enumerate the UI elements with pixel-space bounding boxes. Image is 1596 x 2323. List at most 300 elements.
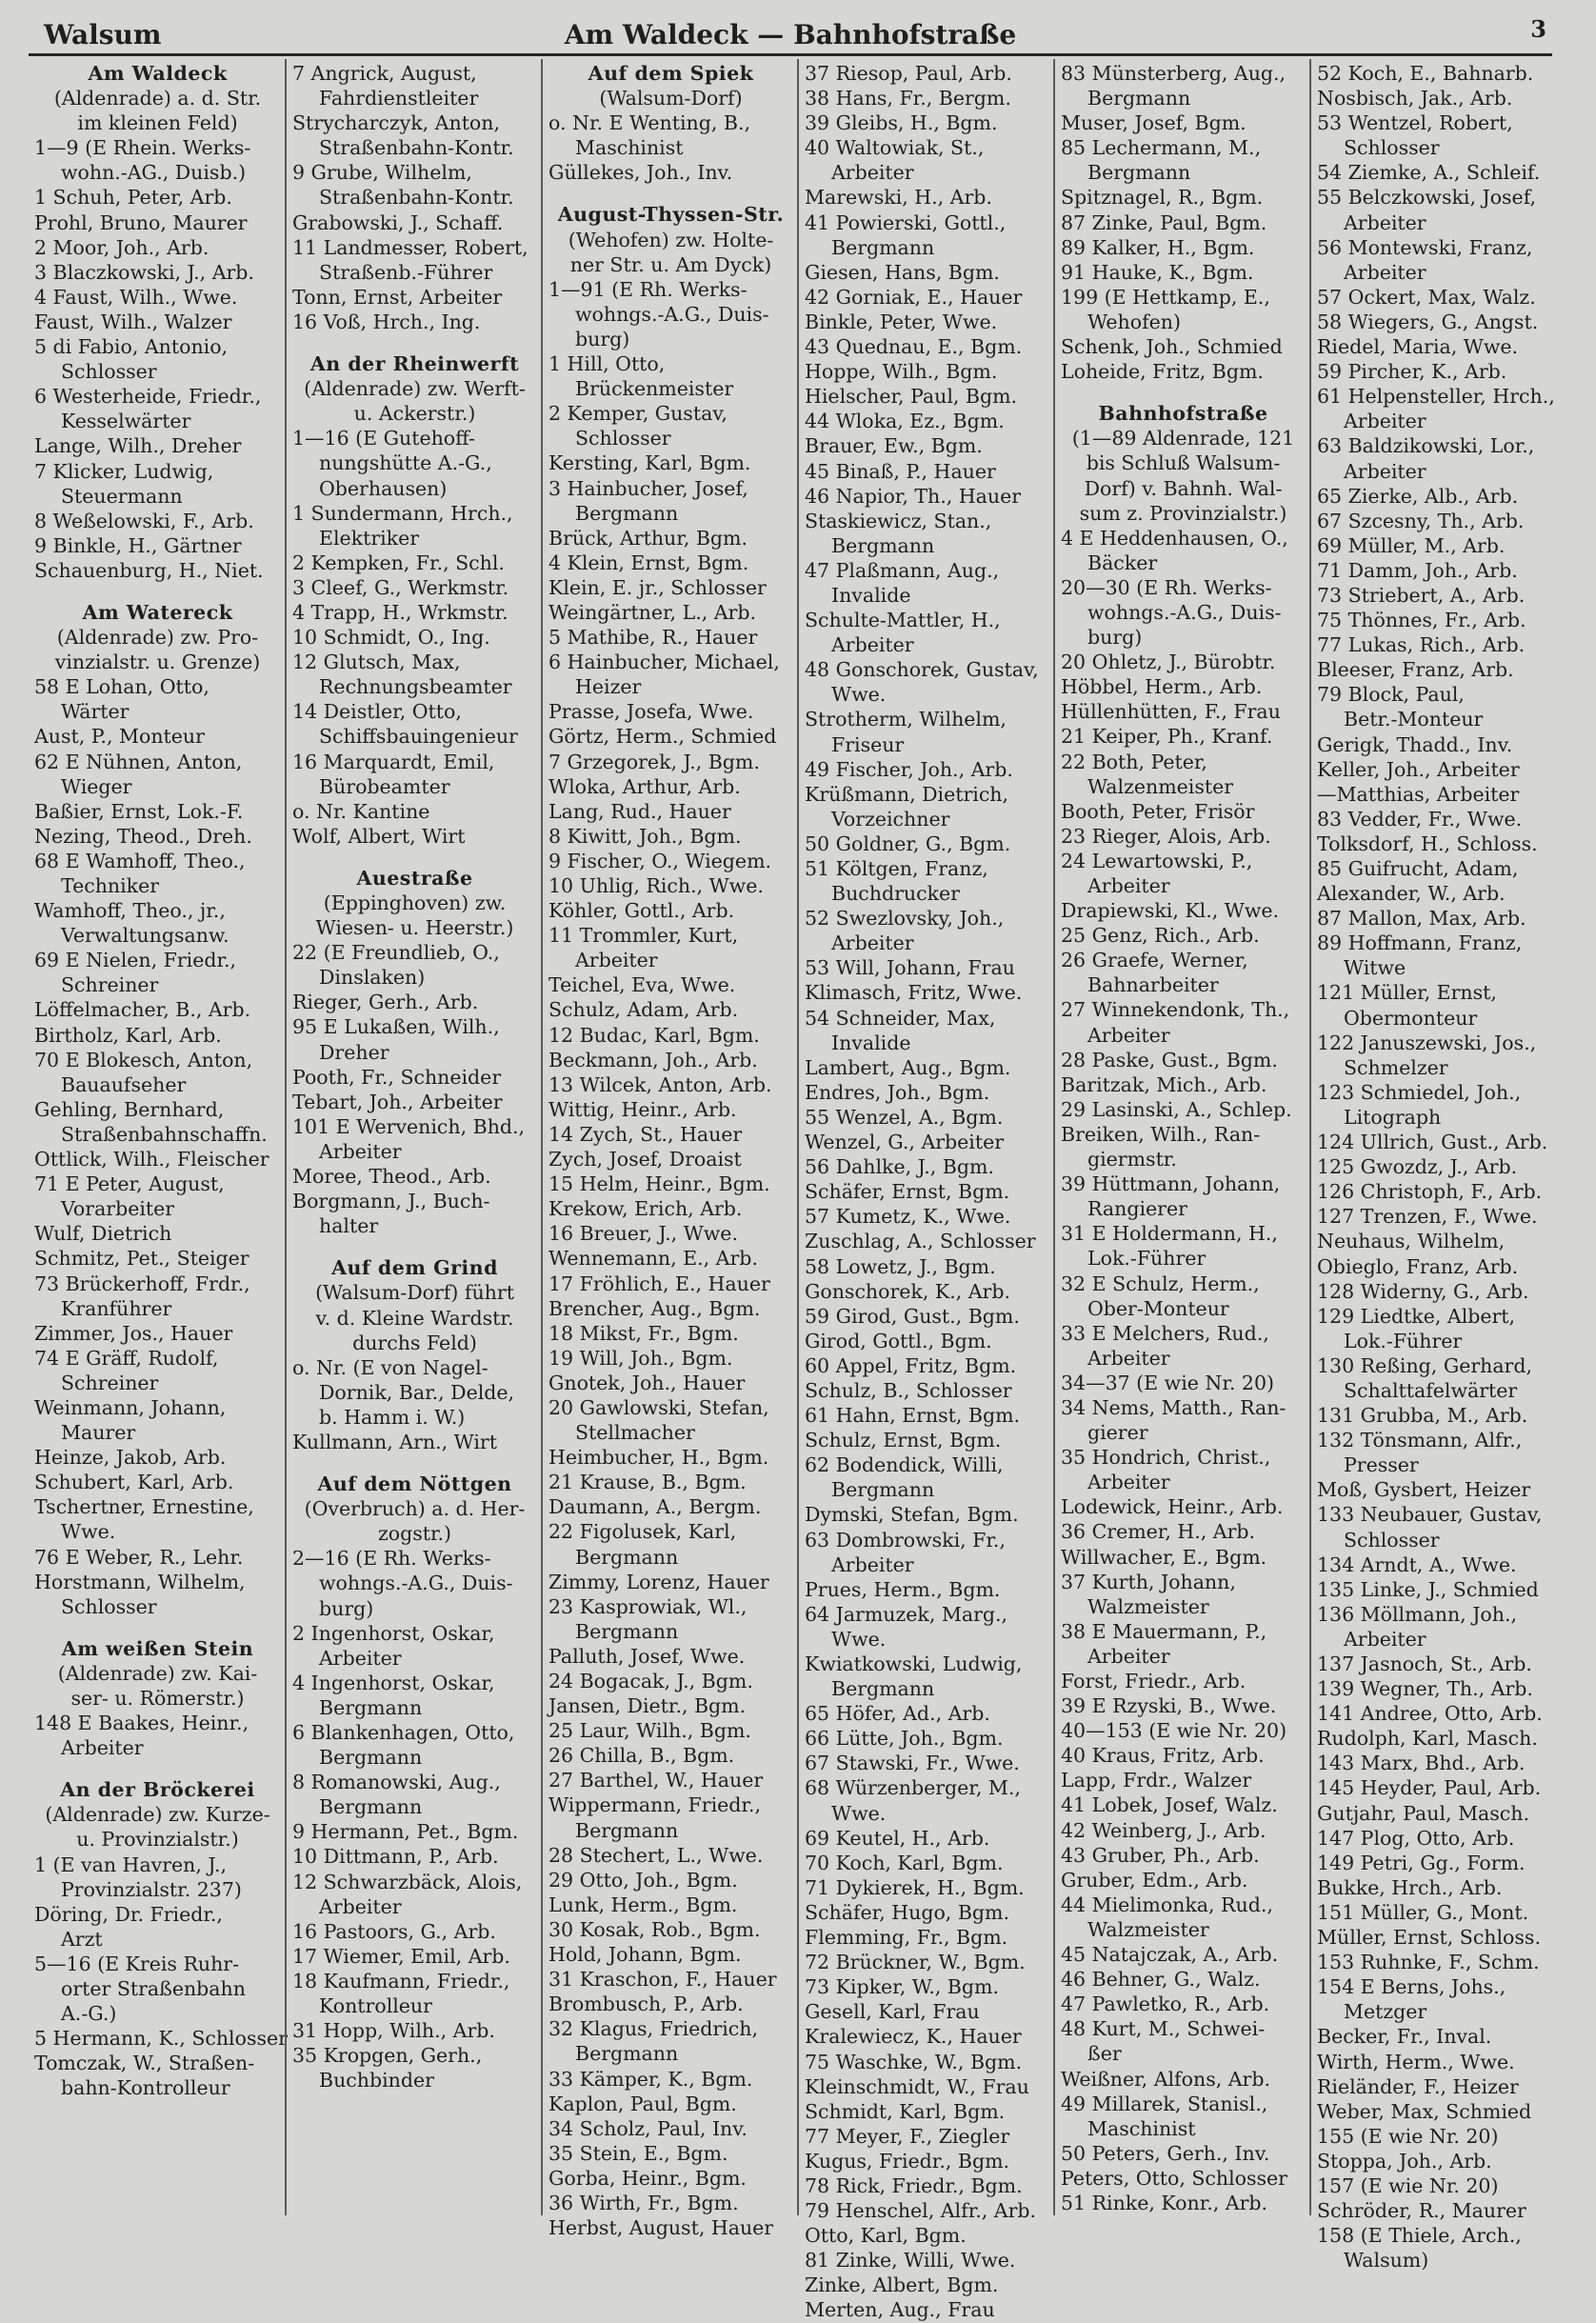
resident-entry: Prasse, Josefa, Wwe.	[549, 700, 754, 724]
page-number: 3	[1530, 15, 1546, 43]
resident-entry: Borgmann, J., Buch-	[292, 1190, 490, 1213]
resident-entry: 22 Figolusek, Karl,	[549, 1520, 737, 1544]
resident-entry: 16 Breuer, J., Wwe.	[549, 1222, 738, 1246]
resident-entry: Merten, Aug., Frau	[805, 2298, 995, 2322]
resident-entry: 126 Christoph, F., Arb.	[1317, 1180, 1543, 1204]
resident-entry: 42 Gorniak, E., Hauer	[805, 285, 1023, 309]
resident-entry: Hold, Johann, Bgm.	[549, 1943, 742, 1967]
resident-entry: Lodewick, Heinr., Arb.	[1061, 1495, 1284, 1519]
entry-continuation: A.-G.)	[61, 2002, 117, 2026]
resident-entry: 36 Cremer, H., Arb.	[1061, 1520, 1256, 1544]
street-heading: An der Rheinwerft	[309, 352, 520, 376]
resident-entry: Weingärtner, L., Arb.	[549, 600, 756, 624]
resident-entry: Prues, Herm., Bgm.	[805, 1577, 1001, 1601]
resident-entry: 1 (E van Havren, J.,	[34, 1852, 228, 1876]
resident-entry: Peters, Otto, Schlosser	[1061, 2166, 1287, 2190]
resident-entry: 58 Lowetz, J., Bgm.	[805, 1254, 996, 1278]
resident-entry: 40 Kraus, Fritz, Arb.	[1061, 1744, 1265, 1768]
entry-continuation: Bürobeamter	[319, 774, 450, 798]
resident-entry: Prohl, Bruno, Maurer	[34, 210, 248, 234]
resident-entry: Faust, Wilh., Walzer	[34, 310, 232, 333]
resident-entry: Brombusch, P., Arb.	[549, 1993, 744, 2016]
entry-continuation: Walzmeister	[1087, 1594, 1209, 1618]
entry-continuation: Invalide	[831, 1031, 911, 1054]
resident-entry: 33 Kämper, K., Bgm.	[549, 2067, 753, 2091]
resident-entry: Gehling, Bernhard,	[34, 1097, 225, 1121]
street-heading: Auf dem Grind	[331, 1256, 498, 1280]
entry-continuation: Litograph	[1344, 1105, 1442, 1129]
street-description: (Walsum-Dorf) führt	[315, 1281, 514, 1305]
resident-entry: 39 Hüttmann, Johann,	[1061, 1172, 1281, 1196]
entry-continuation: Bäcker	[1087, 551, 1158, 574]
resident-entry: Zuschlag, A., Schlosser	[805, 1230, 1036, 1253]
resident-entry: 147 Plog, Otto, Arb.	[1317, 1826, 1515, 1850]
resident-entry: 46 Napior, Th., Hauer	[805, 484, 1022, 508]
resident-entry: Marewski, H., Arb.	[805, 186, 992, 210]
entry-continuation: Obermonteur	[1344, 1006, 1478, 1030]
resident-entry: Binkle, Peter, Wwe.	[805, 310, 998, 333]
resident-entry: Brencher, Aug., Bgm.	[549, 1296, 761, 1320]
resident-entry: Drapiewski, Kl., Wwe.	[1061, 899, 1280, 923]
resident-entry: Wolf, Albert, Wirt	[292, 824, 466, 848]
resident-entry: 18 Kaufmann, Friedr.,	[292, 1969, 510, 1993]
resident-entry: Schulte-Mattler, H.,	[805, 609, 1001, 632]
entry-continuation: Wieger	[61, 774, 132, 798]
resident-entry: 46 Behner, G., Walz.	[1061, 1968, 1261, 1992]
entry-continuation: Straßenbahn-Kontr.	[319, 136, 514, 160]
street-heading: August-Thyssen-Str.	[557, 203, 785, 227]
entry-continuation: wohngs.-A.G., Duis-	[319, 1572, 513, 1595]
resident-entry: 7 Klicker, Ludwig,	[34, 459, 214, 483]
entry-continuation: Bergmann	[575, 1619, 679, 1643]
entry-continuation: Verwaltungsanw.	[61, 924, 229, 948]
entry-continuation: Schreiner	[61, 1371, 159, 1394]
resident-entry: Teichel, Eva, Wwe.	[549, 973, 736, 997]
resident-entry: Loheide, Fritz, Bgm.	[1061, 360, 1264, 384]
resident-entry: Hüllenhütten, F., Frau	[1061, 700, 1281, 724]
entry-continuation: Lok.-Führer	[1087, 1247, 1207, 1271]
resident-entry: Brück, Arthur, Bgm.	[549, 526, 748, 550]
resident-entry: 43 Quednau, E., Bgm.	[805, 335, 1023, 359]
resident-entry: 16 Voß, Hrch., Ing.	[292, 310, 481, 333]
resident-entry: 148 E Baakes, Heinr.,	[34, 1712, 249, 1735]
resident-entry: 28 Stechert, L., Wwe.	[549, 1843, 764, 1867]
entry-continuation: Bergmann	[575, 1818, 679, 1842]
resident-entry: Wirth, Herm., Wwe.	[1317, 2050, 1515, 2073]
resident-entry: Gutjahr, Paul, Masch.	[1317, 1801, 1529, 1825]
entry-continuation: Elektriker	[319, 526, 420, 550]
resident-entry: 4 Klein, Ernst, Bgm.	[549, 551, 749, 574]
resident-entry: 154 E Berns, Johs.,	[1317, 1975, 1506, 1999]
resident-entry: 9 Binkle, H., Gärtner	[34, 533, 242, 557]
resident-entry: 3 Cleef, G., Werkmstr.	[292, 575, 509, 599]
resident-entry: 20 Gawlowski, Stefan,	[549, 1395, 769, 1419]
street-heading: Auf dem Spiek	[588, 62, 754, 85]
street-description: bis Schluß Walsum-	[1086, 451, 1281, 475]
resident-entry: 17 Wiemer, Emil, Arb.	[292, 1944, 510, 1968]
resident-entry: o. Nr. (E von Nagel-	[292, 1355, 489, 1379]
resident-entry: Muser, Josef, Bgm.	[1061, 111, 1247, 135]
resident-entry: —Matthias, Arbeiter	[1317, 782, 1520, 806]
resident-entry: 132 Tönsmann, Alfr.,	[1317, 1429, 1523, 1452]
resident-entry: 15 Helm, Heinr., Bgm.	[549, 1172, 770, 1196]
resident-entry: Gerigk, Thadd., Inv.	[1317, 732, 1513, 756]
resident-entry: Jansen, Dietr., Bgm.	[549, 1694, 747, 1718]
resident-entry: 10 Dittmann, P., Arb.	[292, 1845, 499, 1869]
street-description: (1—89 Aldenrade, 121	[1071, 427, 1295, 451]
resident-entry: Bukke, Hrch., Arb.	[1317, 1875, 1503, 1899]
resident-entry: Kaplon, Paul, Bgm.	[549, 2092, 737, 2115]
resident-entry: 61 Helpensteller, Hrch.,	[1317, 385, 1555, 409]
resident-entry: Lange, Wilh., Dreher	[34, 434, 242, 458]
resident-entry: Zimmer, Jos., Hauer	[34, 1321, 233, 1345]
resident-entry: 158 (E Thiele, Arch.,	[1317, 2224, 1522, 2248]
directory-column	[29, 59, 288, 2215]
resident-entry: 39 E Rzyski, B., Wwe.	[1061, 1694, 1277, 1718]
street-heading: Auf dem Nöttgen	[317, 1472, 512, 1496]
entry-continuation: Arbeiter	[1087, 1346, 1170, 1370]
resident-entry: 11 Trommler, Kurt,	[549, 924, 739, 948]
resident-entry: 56 Montewski, Franz,	[1317, 235, 1533, 259]
entry-continuation: Arbeiter	[831, 161, 914, 185]
resident-entry: 77 Meyer, F., Ziegler	[805, 2124, 1010, 2148]
entry-continuation: Lok.-Führer	[1344, 1329, 1463, 1352]
resident-entry: Becker, Fr., Inval.	[1317, 2025, 1492, 2049]
resident-entry: 70 Koch, Karl, Bgm.	[805, 1851, 1004, 1874]
resident-entry: Tebart, Joh., Arbeiter	[292, 1090, 503, 1113]
entry-continuation: Arbeiter	[1087, 874, 1170, 897]
entry-continuation: Dreher	[319, 1040, 389, 1064]
resident-entry: 199 (E Hettkamp, E.,	[1061, 285, 1270, 309]
resident-entry: 25 Laur, Wilh., Bgm.	[549, 1719, 751, 1743]
resident-entry: Schubert, Karl, Arb.	[34, 1471, 234, 1494]
resident-entry: 16 Pastoors, G., Arb.	[292, 1919, 496, 1943]
resident-entry: 6 Hainbucher, Michael,	[549, 651, 780, 674]
resident-entry: Booth, Peter, Frisör	[1061, 799, 1255, 823]
resident-entry: 45 Natajczak, A., Arb.	[1061, 1943, 1279, 1967]
resident-entry: 20—30 (E Rh. Werks-	[1061, 575, 1272, 599]
entry-continuation: Kesselwärter	[61, 410, 191, 433]
resident-entry: 12 Budac, Karl, Bgm.	[549, 1023, 760, 1047]
resident-entry: 4 Faust, Wilh., Wwe.	[34, 285, 238, 309]
resident-entry: 16 Marquardt, Emil,	[292, 750, 495, 773]
entry-continuation: Steuermann	[61, 484, 183, 508]
resident-entry: 52 Koch, E., Bahnarb.	[1317, 62, 1534, 85]
entry-continuation: Arbeiter	[1087, 1023, 1170, 1047]
resident-entry: 71 Damm, Joh., Arb.	[1317, 558, 1518, 582]
resident-entry: Rieger, Gerh., Arb.	[292, 991, 479, 1014]
resident-entry: 5—16 (E Kreis Ruhr-	[34, 1952, 240, 1975]
directory-column	[285, 59, 541, 2215]
resident-entry: 5 di Fabio, Antonio,	[34, 335, 229, 359]
resident-entry: 10 Schmidt, O., Ing.	[292, 626, 490, 650]
resident-entry: 73 Striebert, A., Arb.	[1317, 583, 1526, 607]
resident-entry: 48 Gonschorek, Gustav,	[805, 658, 1039, 682]
entry-continuation: Kontrolleur	[319, 1994, 432, 2018]
resident-entry: Forst, Friedr., Arb.	[1061, 1670, 1247, 1692]
entry-continuation: Schlosser	[1344, 1528, 1440, 1552]
entry-continuation: Heizer	[575, 675, 642, 699]
resident-entry: 53 Wentzel, Robert,	[1317, 111, 1513, 135]
entry-continuation: Stellmacher	[575, 1421, 695, 1445]
resident-entry: 74 E Gräff, Rudolf,	[34, 1346, 219, 1370]
entry-continuation: Bergmann	[831, 235, 935, 259]
resident-entry: 26 Graefe, Werner,	[1061, 949, 1248, 972]
resident-entry: 51 Költgen, Franz,	[805, 857, 988, 880]
entry-continuation: Techniker	[61, 874, 160, 897]
resident-entry: Gnotek, Joh., Hauer	[549, 1371, 746, 1394]
street-description: (Eppinghoven) zw.	[323, 891, 507, 914]
entry-continuation: Metzger	[1344, 2000, 1427, 2024]
resident-entry: Staskiewicz, Stan.,	[805, 509, 992, 532]
resident-entry: 20 Ohletz, J., Bürobtr.	[1061, 651, 1276, 674]
resident-entry: 73 Brückerhoff, Frdr.,	[34, 1272, 250, 1295]
resident-entry: Kersting, Karl, Bgm.	[549, 451, 751, 475]
resident-entry: Horstmann, Wilhelm,	[34, 1570, 246, 1593]
resident-entry: 69 Keutel, H., Arb.	[805, 1826, 990, 1850]
entry-continuation: Schlosser	[61, 1594, 157, 1618]
street-description: v. d. Kleine Wardstr.	[315, 1306, 514, 1330]
street-heading: Am weißen Stein	[61, 1636, 254, 1660]
resident-entry: Hoppe, Wilh., Bgm.	[805, 360, 998, 384]
resident-entry: 3 Hainbucher, Josef,	[549, 476, 748, 500]
resident-entry: 21 Keiper, Ph., Kranf.	[1061, 725, 1273, 749]
resident-entry: 8 Kiwitt, Joh., Bgm.	[549, 824, 742, 848]
resident-entry: 52 Swezlovsky, Joh.,	[805, 907, 1005, 931]
entry-continuation: burg)	[1087, 626, 1143, 650]
resident-entry: 2 Kempken, Fr., Schl.	[292, 551, 505, 574]
resident-entry: 2 Kemper, Gustav,	[549, 402, 728, 426]
resident-entry: Schulz, Ernst, Bgm.	[805, 1429, 1002, 1452]
street-description: (Aldenrade) zw. Pro-	[56, 626, 259, 650]
street-description: (Aldenrade) a. d. Str.	[53, 87, 262, 110]
street-description: (Aldenrade) zw. Kurze-	[45, 1803, 270, 1827]
resident-entry: 34—37 (E wie Nr. 20)	[1061, 1371, 1275, 1394]
resident-entry: Schäfer, Hugo, Bgm.	[805, 1900, 1009, 1924]
resident-entry: 55 Belczkowski, Josef,	[1317, 186, 1537, 210]
street-heading: Auestraße	[356, 866, 473, 890]
resident-entry: Wloka, Arthur, Arb.	[549, 774, 741, 798]
resident-entry: 43 Gruber, Ph., Arb.	[1061, 1843, 1260, 1867]
entry-continuation: Bergmann	[831, 533, 935, 557]
resident-entry: 133 Neubauer, Gustav,	[1317, 1503, 1543, 1527]
entry-continuation: Arbeiter	[1087, 1644, 1170, 1668]
resident-entry: Tschertner, Ernestine,	[34, 1495, 254, 1519]
resident-entry: 2 Ingenhorst, Oskar,	[292, 1621, 495, 1645]
resident-entry: 151 Müller, G., Mont.	[1317, 1900, 1529, 1924]
resident-entry: Schröder, R., Maurer	[1317, 2199, 1526, 2223]
resident-entry: 66 Lütte, Joh., Bgm.	[805, 1727, 1004, 1751]
resident-entry: 19 Will, Joh., Bgm.	[549, 1346, 733, 1370]
resident-entry: Wittig, Heinr., Arb.	[549, 1097, 737, 1121]
resident-entry: 23 Rieger, Alois, Arb.	[1061, 824, 1271, 848]
resident-entry: 91 Hauke, K., Bgm.	[1061, 260, 1254, 284]
entry-continuation: Arbeiter	[319, 1894, 402, 1918]
entry-continuation: burg)	[319, 1596, 374, 1620]
resident-entry: 8 Romanowski, Aug.,	[292, 1771, 501, 1794]
resident-entry: 141 Andree, Otto, Arb.	[1317, 1702, 1543, 1726]
street-description: sum z. Provinzialstr.)	[1079, 501, 1287, 525]
resident-entry: Brauer, Ew., Bgm.	[805, 434, 983, 458]
resident-entry: Keller, Joh., Arbeiter	[1317, 757, 1520, 781]
entry-continuation: Arbeiter	[1344, 1627, 1426, 1651]
resident-entry: 69 E Nielen, Friedr.,	[34, 949, 237, 972]
resident-entry: 83 Münsterberg, Aug.,	[1061, 62, 1287, 85]
resident-entry: 9 Grube, Wilhelm,	[292, 161, 472, 185]
resident-entry: Strycharczyk, Anton,	[292, 111, 500, 135]
resident-entry: 29 Otto, Joh., Bgm.	[549, 1868, 738, 1892]
resident-entry: Zimmy, Lorenz, Hauer	[549, 1570, 769, 1593]
resident-entry: 67 Stawski, Fr., Wwe.	[805, 1752, 1020, 1775]
resident-entry: Ottlick, Wilh., Fleischer	[34, 1148, 269, 1172]
resident-entry: 136 Möllmann, Joh.,	[1317, 1602, 1517, 1626]
resident-entry: 77 Lukas, Rich., Arb.	[1317, 633, 1526, 657]
entry-continuation: ßer	[1087, 2042, 1122, 2066]
page-header	[29, 17, 1552, 56]
resident-entry: Tonn, Ernst, Arbeiter	[292, 285, 503, 309]
resident-entry: 24 Bogacak, J., Bgm.	[549, 1670, 753, 1692]
resident-entry: Moree, Theod., Arb.	[292, 1165, 491, 1189]
resident-entry: 9 Hermann, Pet., Bgm.	[292, 1820, 519, 1844]
street-description: (Wehofen) zw. Holte-	[568, 228, 774, 251]
resident-entry: Willwacher, E., Bgm.	[1061, 1545, 1267, 1569]
resident-entry: Lunk, Herm., Bgm.	[549, 1892, 738, 1916]
resident-entry: 128 Widerny, G., Arb.	[1317, 1279, 1529, 1303]
entry-continuation: Wwe.	[61, 1520, 116, 1544]
town-name: Walsum	[44, 19, 162, 50]
entry-continuation: Bergmann	[319, 1795, 423, 1819]
resident-entry: Weinmann, Johann,	[34, 1395, 227, 1419]
entry-continuation: Schlosser	[575, 427, 671, 451]
resident-entry: Heimbucher, H., Bgm.	[549, 1446, 769, 1470]
resident-entry: 143 Marx, Bhd., Arb.	[1317, 1752, 1526, 1775]
resident-entry: 18 Mikst, Fr., Bgm.	[549, 1321, 739, 1345]
resident-entry: 155 (E wie Nr. 20)	[1317, 2124, 1499, 2148]
resident-entry: 30 Kosak, Rob., Bgm.	[549, 1917, 761, 1941]
resident-entry: 35 Hondrich, Christ.,	[1061, 1446, 1271, 1470]
resident-entry: 22 (E Freundlieb, O.,	[292, 941, 500, 965]
street-description: im kleinen Feld)	[77, 111, 238, 135]
resident-entry: 68 Würzenberger, M.,	[805, 1776, 1021, 1800]
entry-continuation: Presser	[1344, 1453, 1419, 1477]
resident-entry: 24 Lewartowski, P.,	[1061, 849, 1253, 872]
entry-continuation: Bergmann	[1087, 161, 1191, 185]
resident-entry: Wennemann, E., Arb.	[549, 1247, 758, 1271]
resident-entry: Nezing, Theod., Dreh.	[34, 824, 252, 848]
resident-entry: 129 Liedtke, Albert,	[1317, 1304, 1516, 1328]
resident-entry: Nosbisch, Jak., Arb.	[1317, 87, 1513, 110]
resident-entry: Görtz, Herm., Schmied	[549, 725, 777, 749]
resident-entry: Wulf, Dietrich	[34, 1222, 172, 1246]
resident-entry: Gesell, Karl, Frau	[805, 2000, 980, 2024]
resident-entry: Spitznagel, R., Bgm.	[1061, 186, 1264, 210]
resident-entry: 87 Mallon, Max, Arb.	[1317, 907, 1526, 931]
resident-entry: 21 Krause, B., Bgm.	[549, 1471, 747, 1494]
resident-entry: 63 Baldzikowski, Lor.,	[1317, 434, 1535, 458]
resident-entry: 31 Hopp, Wilh., Arb.	[292, 2019, 495, 2043]
entry-continuation: Bergmann	[831, 1677, 935, 1701]
resident-entry: 35 Kropgen, Gerh.,	[292, 2044, 483, 2068]
resident-entry: 78 Rick, Friedr., Bgm.	[805, 2173, 1023, 2197]
resident-entry: 135 Linke, J., Schmied	[1317, 1577, 1539, 1601]
entry-continuation: Walsum)	[1344, 2249, 1429, 2273]
resident-entry: 4 E Heddenhausen, O.,	[1061, 526, 1288, 550]
entry-continuation: Witwe	[1344, 956, 1406, 980]
resident-entry: 1 Hill, Otto,	[549, 352, 666, 376]
street-description: ner Str. u. Am Dyck)	[569, 252, 772, 276]
entry-continuation: Maurer	[61, 1421, 136, 1445]
street-description: durchs Feld)	[352, 1331, 477, 1354]
street-description: Wiesen- u. Heerstr.)	[315, 916, 514, 940]
resident-entry: 27 Barthel, W., Hauer	[549, 1769, 764, 1792]
resident-entry: Zych, Josef, Droaist	[549, 1148, 742, 1172]
resident-entry: Lapp, Frdr., Walzer	[1061, 1769, 1252, 1792]
resident-entry: Kugus, Friedr., Bgm.	[805, 2149, 1010, 2173]
directory-column	[1309, 59, 1566, 2273]
resident-entry: 73 Kipker, W., Bgm.	[805, 1975, 999, 1999]
resident-entry: o. Nr. Kantine	[292, 799, 430, 823]
entry-continuation: Brückenmeister	[575, 377, 734, 401]
resident-entry: Palluth, Josef, Wwe.	[549, 1644, 746, 1668]
resident-entry: Löffelmacher, B., Arb.	[34, 998, 251, 1022]
resident-entry: 49 Fischer, Joh., Arb.	[805, 757, 1013, 781]
resident-entry: 83 Vedder, Fr., Wwe.	[1317, 807, 1523, 831]
resident-entry: 139 Wegner, Th., Arb.	[1317, 1677, 1533, 1701]
entry-continuation: Oberhausen)	[319, 476, 448, 500]
directory-columns	[29, 59, 1567, 2322]
resident-entry: Krüßmann, Dietrich,	[805, 782, 1009, 806]
resident-entry: 27 Winnekendonk, Th.,	[1061, 998, 1290, 1022]
resident-entry: Riedel, Maria, Wwe.	[1317, 335, 1519, 359]
resident-entry: 1 Schuh, Peter, Arb.	[34, 186, 232, 210]
street-heading: Am Waldeck	[88, 62, 228, 85]
resident-entry: 22 Both, Peter,	[1061, 750, 1207, 773]
entry-continuation: Maschinist	[1087, 2116, 1196, 2140]
resident-entry: Köhler, Gottl., Arb.	[549, 899, 735, 923]
street-description: u. Ackerstr.)	[353, 402, 476, 426]
street-range: Am Waldeck — Bahnhofstraße	[564, 19, 1017, 50]
resident-entry: Baritzak, Mich., Arb.	[1061, 1072, 1267, 1096]
resident-entry: 11 Landmesser, Robert,	[292, 235, 529, 259]
entry-continuation: Straßenbahnschaffn.	[61, 1122, 268, 1146]
resident-entry: Rieländer, F., Heizer	[1317, 2074, 1519, 2098]
entry-continuation: Buchbinder	[319, 2069, 434, 2093]
resident-entry: Kwiatkowski, Ludwig,	[805, 1652, 1023, 1675]
street-heading: Am Watereck	[82, 600, 233, 624]
entry-continuation: Arbeiter	[575, 949, 658, 972]
resident-entry: Grabowski, J., Schaff.	[292, 210, 504, 234]
entry-continuation: Arbeiter	[831, 1552, 914, 1576]
resident-entry: 6 Westerheide, Friedr.,	[34, 385, 262, 409]
resident-entry: 49 Millarek, Stanisl.,	[1061, 2092, 1268, 2115]
resident-entry: 40 Waltowiak, St.,	[805, 136, 985, 160]
resident-entry: Wippermann, Friedr.,	[549, 1793, 761, 1817]
resident-entry: 1—91 (E Rh. Werks-	[549, 277, 748, 301]
resident-entry: Schauenburg, H., Niet.	[34, 558, 264, 582]
entry-continuation: Wwe.	[831, 683, 887, 707]
resident-entry: Weber, Max, Schmied	[1317, 2099, 1532, 2123]
resident-entry: 70 E Blokesch, Anton,	[34, 1048, 253, 1071]
resident-entry: 72 Brückner, W., Bgm.	[805, 1951, 1026, 1974]
resident-entry: 32 E Schulz, Herm.,	[1061, 1272, 1260, 1295]
resident-entry: 157 (E wie Nr. 20)	[1317, 2173, 1499, 2197]
resident-entry: Bleeser, Franz, Arb.	[1317, 658, 1514, 682]
entry-continuation: Maschinist	[575, 136, 684, 160]
entry-continuation: Dornik, Bar., Delde,	[319, 1380, 515, 1404]
resident-entry: 65 Zierke, Alb., Arb.	[1317, 484, 1519, 508]
entry-continuation: Schiffsbauingenieur	[319, 725, 518, 749]
resident-entry: 37 Kurth, Johann,	[1061, 1570, 1236, 1593]
